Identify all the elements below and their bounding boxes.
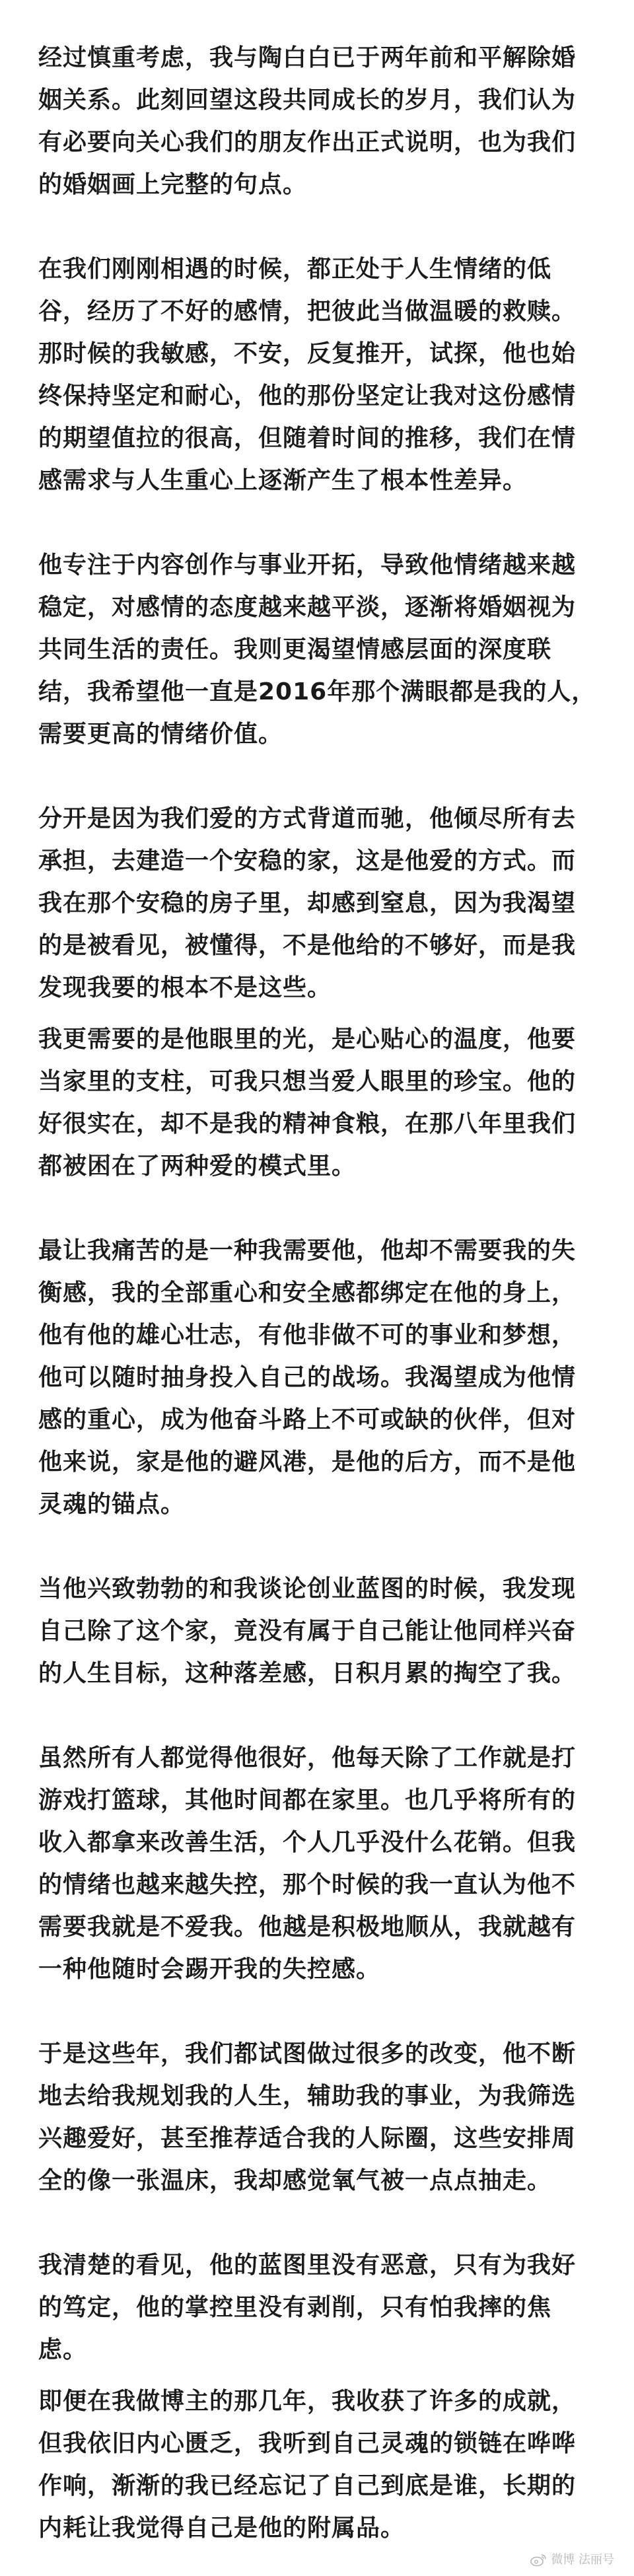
text-line: 需要我就是不爱我。他越是积极地顺从，我就越有 bbox=[38, 1914, 577, 1941]
text-line: 内耗让我觉得自己是他的附属品。 bbox=[38, 2515, 405, 2542]
text-line: 他有他的雄心壮志，有他非做不可的事业和梦想， bbox=[38, 1322, 577, 1349]
paragraph-gap bbox=[38, 502, 634, 544]
text-line: 的是被看见，被懂得，不是他给的不够好，而是我 bbox=[38, 932, 577, 959]
text-line: 一种他随时会踢开我的失控感。 bbox=[38, 1956, 381, 1983]
text-line: 有必要向关心我们的朋友作出正式说明，也为我们 bbox=[38, 129, 577, 156]
text-line: 衡感，我的全部重心和安全感都绑定在他的身上， bbox=[38, 1279, 577, 1306]
paragraph-gap bbox=[38, 1188, 634, 1230]
paragraph bbox=[38, 37, 593, 206]
text-line: 感需求与人生重心上逐渐产生了根本性差异。 bbox=[38, 467, 528, 494]
text-line: 虽然所有人都觉得他很好，他每天除了工作就是打 bbox=[38, 1744, 577, 1771]
text-line: 终保持坚定和耐心，他的那份坚定让我对这份感情 bbox=[38, 382, 577, 410]
text-line: 自己除了这个家，竟没有属于自己能让他同样兴奋 bbox=[38, 1618, 577, 1645]
text-line: 我清楚的看见，他的蓝图里没有恶意，只有为我好 bbox=[38, 2252, 577, 2279]
text-line: 经过慎重考虑，我与陶白白已于两年前和平解除婚 bbox=[38, 44, 577, 71]
text-line: 当家里的支柱，可我只想当爱人眼里的珍宝。他的 bbox=[38, 1068, 577, 1095]
watermark bbox=[530, 2552, 614, 2568]
paragraph bbox=[38, 2380, 593, 2550]
text-line: 兴趣爱好，甚至推荐适合我的人际圈，这些安排周 bbox=[38, 2125, 577, 2152]
text-line: 发现我要的根本不是这些。 bbox=[38, 974, 332, 1001]
text-line: 共同生活的责任。我则更渴望情感层面的深度联 bbox=[38, 636, 552, 663]
text-line: 但我依旧内心匮乏，我听到自己灵魂的锁链在哗哗 bbox=[38, 2430, 577, 2457]
paragraph-gap bbox=[38, 1009, 634, 1019]
paragraph bbox=[38, 2244, 593, 2371]
paragraph-gap bbox=[38, 1991, 634, 2033]
text-line: 的婚姻画上完整的句点。 bbox=[38, 171, 308, 198]
text-line: 承担，去建造一个安稳的家，这是他爱的方式。而 bbox=[38, 847, 577, 875]
paragraph bbox=[38, 544, 596, 756]
text-line: 最让我痛苦的是一种我需要他，他却不需要我的失 bbox=[38, 1237, 577, 1264]
text-line: 他来说，家是他的避风港，是他的后方，而不是他 bbox=[38, 1449, 577, 1476]
paragraph-gap bbox=[38, 2202, 634, 2244]
text-line: 姻关系。此刻回望这段共同成长的岁月，我们认为 bbox=[38, 87, 577, 114]
text-line: 游戏打篮球，其他时间都在家里。也几乎将所有的 bbox=[38, 1787, 577, 1814]
paragraph-gap bbox=[38, 1695, 634, 1737]
text-line: 分开是因为我们爱的方式背道而驰，他倾尽所有去 bbox=[38, 805, 577, 832]
paragraph bbox=[38, 1737, 593, 1991]
paragraph bbox=[38, 1019, 593, 1188]
text-line: 我更需要的是他眼里的光，是心贴心的温度，他要 bbox=[38, 1026, 577, 1053]
text-line: 的笃定，他的掌控里没有剥削，只有怕我摔的焦 bbox=[38, 2294, 552, 2321]
text-line: 虑。 bbox=[38, 2336, 88, 2363]
text-line: 结，我希望他一直是2016年那个满眼都是我的人， bbox=[38, 678, 596, 705]
paragraph-gap bbox=[38, 1526, 634, 1568]
paragraph bbox=[38, 798, 593, 1009]
text-line: 我在那个安稳的房子里，却感到窒息，因为我渴望 bbox=[38, 890, 577, 917]
paragraph-gap bbox=[38, 2371, 634, 2380]
text-line: 他可以随时抽身投入自己的战场。我渴望成为他情 bbox=[38, 1364, 577, 1391]
text-line: 在我们刚刚相遇的时候，都正处于人生情绪的低 bbox=[38, 256, 552, 283]
text-line: 的人生目标，这种落差感，日积月累的掏空了我。 bbox=[38, 1660, 577, 1687]
text-line: 收入都拿来改善生活，个人几乎没什么花销。但我 bbox=[38, 1829, 577, 1856]
text-line: 当他兴致勃勃的和我谈论创业蓝图的时候，我发现 bbox=[38, 1575, 577, 1602]
text-line: 都被困在了两种爱的模式里。 bbox=[38, 1153, 357, 1180]
text-line: 好很实在，却不是我的精神食粮，在那八年里我们 bbox=[38, 1110, 577, 1137]
paragraph-gap bbox=[38, 206, 634, 248]
paragraph bbox=[38, 1230, 593, 1526]
text-line: 全的像一张温床，我却感觉氧气被一点点抽走。 bbox=[38, 2167, 552, 2194]
text-line: 于是这些年，我们都试图做过很多的改变，他不断 bbox=[38, 2040, 577, 2067]
weibo-logo-icon bbox=[530, 2554, 547, 2567]
watermark-text: 微博 法丽号 bbox=[551, 2553, 614, 2567]
text-line: 稳定，对感情的态度越来越平淡，逐渐将婚姻视为 bbox=[38, 594, 577, 621]
paragraph bbox=[38, 1568, 593, 1695]
text-line: 作响，渐渐的我已经忘记了自己到底是谁，长期的 bbox=[38, 2472, 577, 2499]
text-line: 他专注于内容创作与事业开拓，导致他情绪越来越 bbox=[38, 552, 577, 579]
paragraph-gap bbox=[38, 756, 634, 798]
text-line: 需要更高的情绪价值。 bbox=[38, 721, 283, 748]
text-line: 的情绪也越来越失控，那个时候的我一直认为他不 bbox=[38, 1871, 577, 1898]
text-line: 地去给我规划我的人生，辅助我的事业，为我筛选 bbox=[38, 2083, 577, 2110]
text-line: 谷，经历了不好的感情，把彼此当做温暖的救赎。 bbox=[38, 298, 577, 325]
text-line: 的期望值拉的很高，但随着时间的推移，我们在情 bbox=[38, 425, 577, 452]
text-line: 感的重心，成为他奋斗路上不可或缺的伙伴，但对 bbox=[38, 1406, 577, 1433]
text-line: 那时候的我敏感，不安，反复推开，试探，他也始 bbox=[38, 340, 577, 367]
text-line: 即便在我做博主的那几年，我收获了许多的成就， bbox=[38, 2388, 577, 2415]
paragraph bbox=[38, 2033, 593, 2202]
paragraph bbox=[38, 248, 593, 502]
text-line: 灵魂的锚点。 bbox=[38, 1491, 186, 1518]
